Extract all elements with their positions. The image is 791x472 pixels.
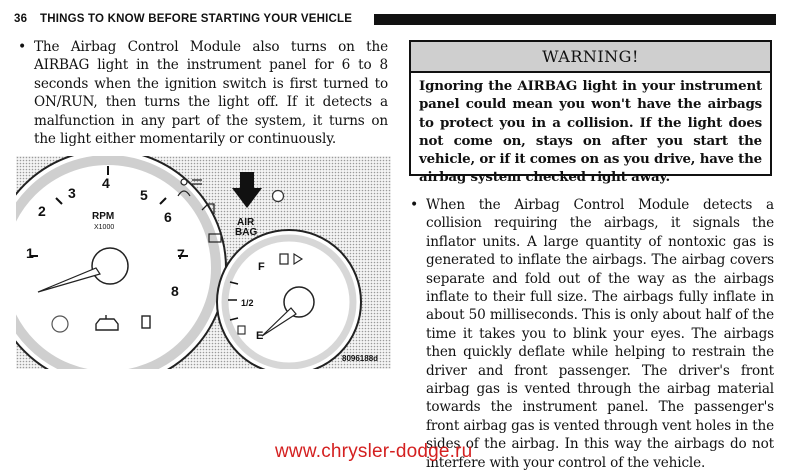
- fuel-full-label: F: [258, 261, 265, 273]
- tach-rpm-label: RPM: [92, 211, 115, 222]
- engine-light-left: [52, 316, 68, 332]
- airbag-warning-lamp: [273, 191, 284, 202]
- tach-number-8: 8: [171, 283, 179, 299]
- fuel-empty-label: E: [256, 330, 264, 342]
- airbag-label-bag: BAG: [235, 227, 258, 238]
- watermark-link[interactable]: www.chrysler-dodge.ru: [275, 441, 473, 462]
- tach-number-3: 3: [68, 185, 76, 201]
- tach-number-5: 5: [140, 187, 148, 203]
- instrument-cluster-figure: [16, 156, 391, 369]
- warning-box: [409, 40, 772, 186]
- right-column: [408, 196, 774, 472]
- running-head: THINGS TO KNOW BEFORE STARTING YOUR VEHICLE: [40, 13, 353, 25]
- tach-number-4: 4: [102, 175, 110, 191]
- tach-needle-hub: [92, 248, 128, 284]
- tach-number-2: 2: [38, 203, 46, 219]
- airbag-light-bullet: • The Airbag Control Module also turns on the AIRBAG light in the instrument panel for 6 to 8 seconds when the ignition switch is first turned to ON/RUN, then turns the light off. If it detects a malfunction in any part of the system, it turns on the light either momentarily or continuously.: [16, 38, 388, 148]
- figure-id: 8096188d: [342, 354, 379, 363]
- tach-number-7: 7: [177, 246, 185, 262]
- tach-x1000-label: X1000: [94, 224, 115, 231]
- fuel-half-label: 1/2: [241, 298, 254, 308]
- header-rule-bar: [374, 14, 776, 25]
- warning-title: WARNING!: [411, 42, 770, 73]
- tach-number-6: 6: [164, 209, 172, 225]
- airbag-deployment-bullet: • When the Airbag Control Module detects a collision requiring the airbags, it signals the inflator units. A large quantity of nontoxic gas is generated to inflate the airbags. The airbag covers separate and fold out of the way as the airbags inflate to their full size. The airbags fully inflate in about 50 milliseconds. This is only about half of the time it takes you to blink your eyes. The airbags then quickly deflate while helping to restrain the driver and front passenger. The driver's front airbag gas is vented through the airbag material towards the instrument panel. The passenger's front airbag gas is vented through vent holes in the sides of the airbag. In this way the airbags do not interfere with your control of the vehicle.: [408, 196, 774, 472]
- airbag-label-air: AIR: [237, 217, 255, 228]
- page-header: [14, 12, 776, 28]
- warning-text: Ignoring the AIRBAG light in your instrument panel could mean you won't have the airbags to protect you in a collision. If the light does not come on, stays on after you start the vehicle, or if it comes on as you drive, have the airbag system checked right away.: [419, 78, 762, 186]
- left-column: [16, 38, 388, 148]
- tach-number-1: 1: [26, 245, 34, 261]
- page-number: 36: [14, 13, 28, 25]
